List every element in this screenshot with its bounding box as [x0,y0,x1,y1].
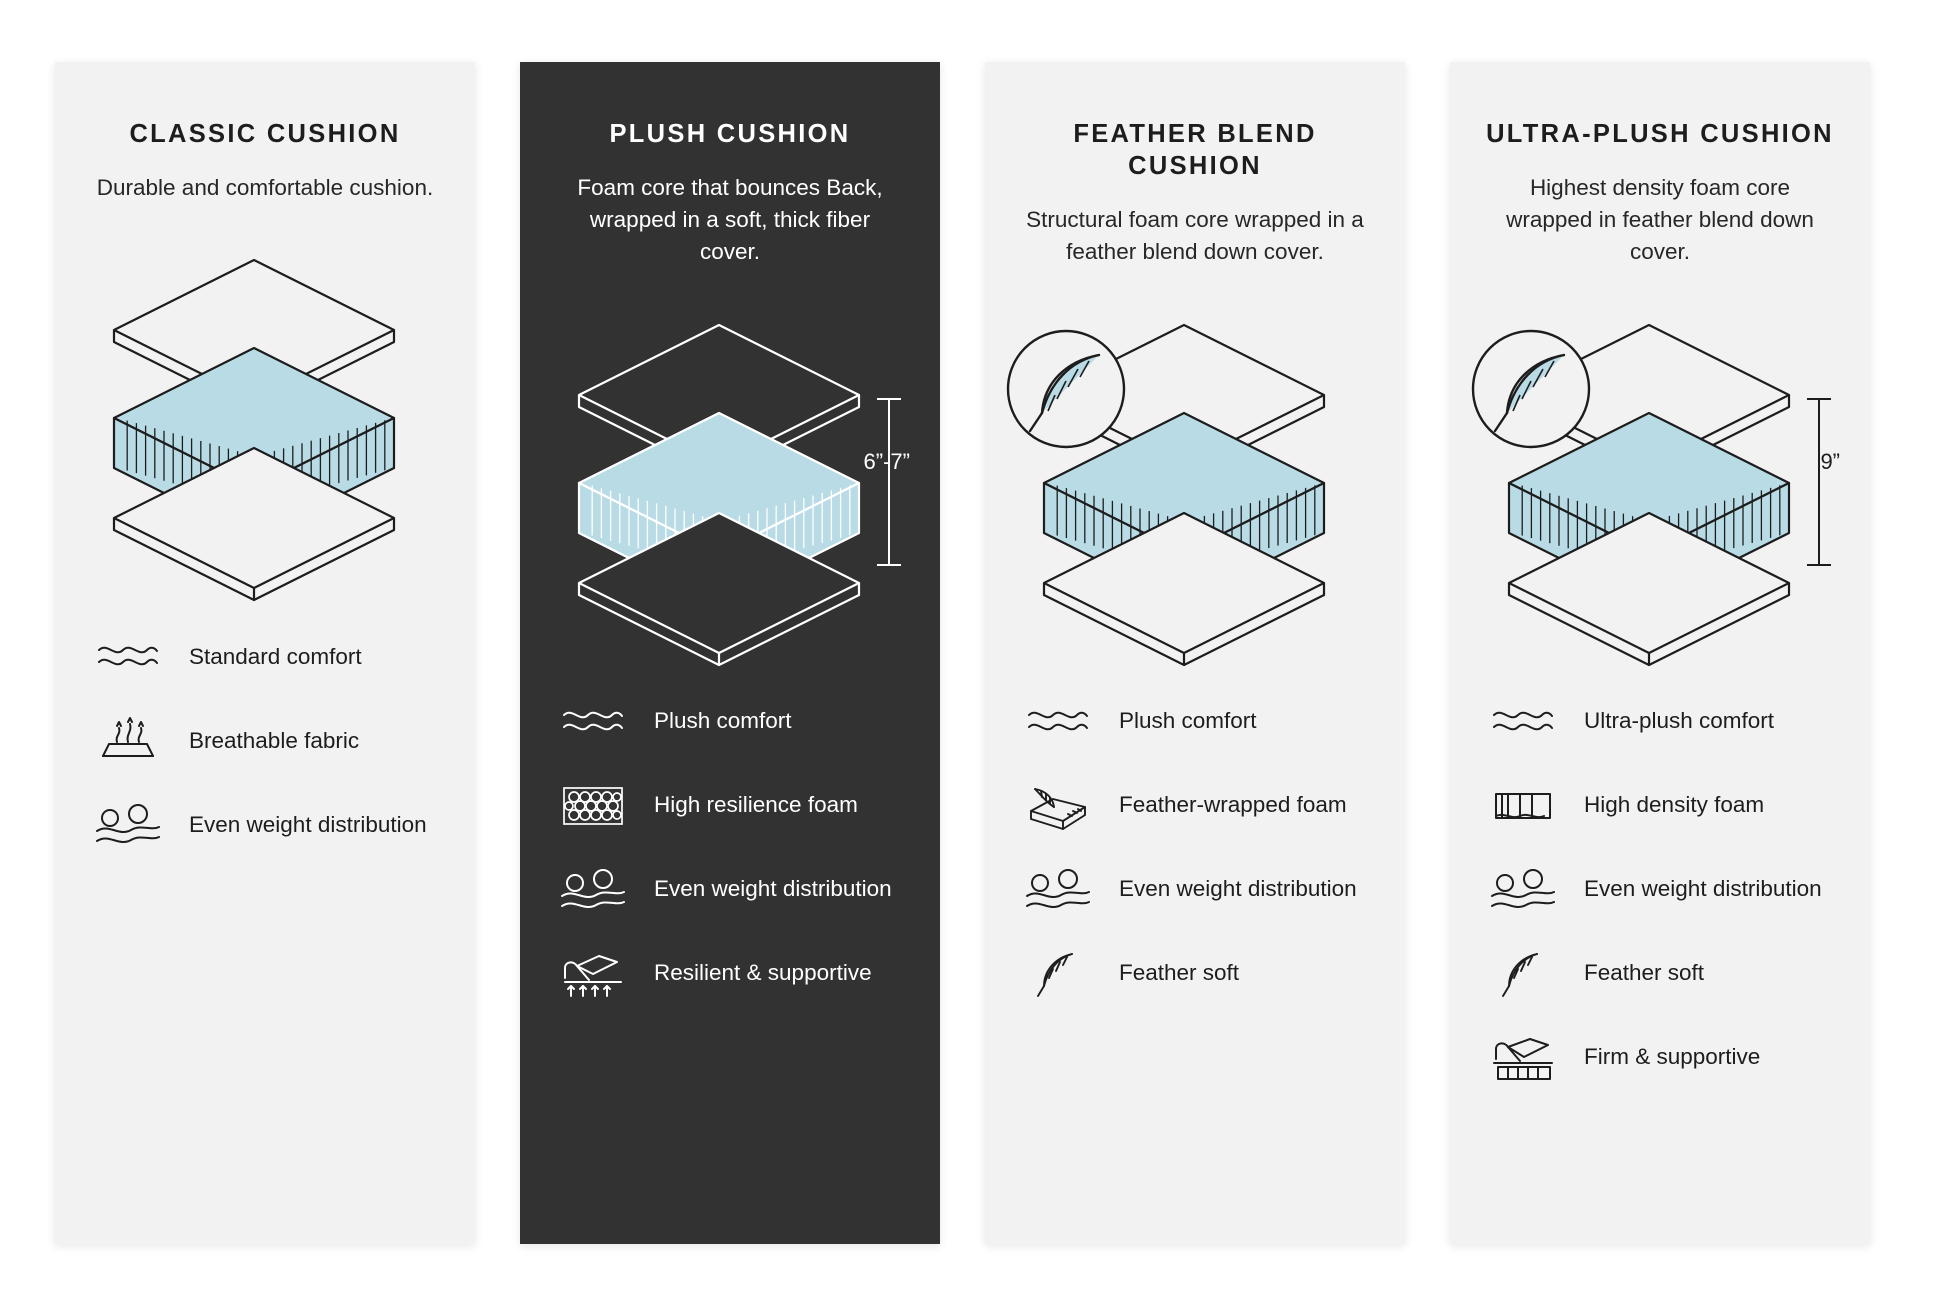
feature-list [1019,693,1371,1003]
exploded-cushion-diagram [1019,297,1371,627]
feature-label: Even weight distribution [189,811,427,837]
feature-item [89,712,441,770]
feature-item [1019,777,1371,835]
resilient-support-icon [554,945,632,1003]
feature-item [89,628,441,686]
dimension-marker [877,399,901,565]
feature-label: Even weight distribution [654,876,892,902]
feature-item [1019,861,1371,919]
feather-icon [1019,945,1097,1003]
feature-item [1484,945,1836,1003]
feature-item [1484,777,1836,835]
exploded-cushion-diagram [554,297,910,627]
feather-badge-icon [1008,331,1124,447]
weight-distribution-icon [554,861,632,919]
feature-item [1019,693,1371,751]
exploded-cushion-diagram [1484,297,1840,627]
wave-comfort-icon [1484,693,1562,751]
feature-item [1484,693,1836,751]
feature-item [1019,945,1371,1003]
cushion-card-ultra-plush-cushion [1450,62,1870,1244]
feature-label: Firm & supportive [1584,1044,1761,1070]
feature-label: Plush comfort [1119,708,1257,734]
weight-distribution-icon [1019,861,1097,919]
card-title: PLUSH CUSHION [609,120,851,148]
feather-icon [1484,945,1562,1003]
feature-label: Even weight distribution [1119,876,1357,902]
feature-label: High density foam [1584,792,1765,818]
feather-badge-icon [1473,331,1589,447]
feature-label: High resilience foam [654,792,858,818]
feature-label: Feather soft [1584,960,1705,986]
honeycomb-foam-icon [554,777,632,835]
card-title: ULTRA-PLUSH CUSHION [1486,120,1834,148]
feature-label: Ultra-plush comfort [1584,708,1775,734]
card-description: Durable and comfortable cushion. [96,175,434,201]
card-description: Highest density foam core wrapped in feather blend down cover. [1506,175,1814,265]
feature-item [1484,1029,1836,1087]
feature-list [89,628,441,854]
breathable-fabric-icon [89,712,167,770]
dimension-label: 6”-7” [863,448,910,474]
firm-support-icon [1484,1029,1562,1087]
feature-label: Breathable fabric [189,727,360,753]
feature-label: Feather soft [1119,960,1240,986]
cushion-card-plush-cushion [520,62,940,1244]
feature-label: Resilient & supportive [654,960,872,986]
wave-comfort-icon [554,693,632,751]
card-description: Structural foam core wrapped in a feather blend down cover. [1026,207,1364,265]
cushion-card-feather-blend-cushion [985,62,1405,1244]
high-density-foam-icon [1484,777,1562,835]
weight-distribution-icon [89,796,167,854]
feature-label: Plush comfort [654,708,792,734]
feature-label: Even weight distribution [1584,876,1822,902]
wave-comfort-icon [89,628,167,686]
feature-list [1484,693,1836,1087]
exploded-cushion-diagram [89,232,441,562]
feature-item [1484,861,1836,919]
weight-distribution-icon [1484,861,1562,919]
card-description: Foam core that bounces Back, wrapped in a soft, thick fiber cover. [577,175,883,265]
feather-wrapped-foam-icon [1019,777,1097,835]
feature-item [554,777,906,835]
feature-item [554,945,906,1003]
feature-item [554,861,906,919]
dimension-label: 9” [1820,448,1840,474]
feature-item [554,693,906,751]
wave-comfort-icon [1019,693,1097,751]
feature-list [554,693,906,1003]
feature-item [89,796,441,854]
cushion-card-classic-cushion [55,62,475,1244]
dimension-marker [1807,399,1831,565]
card-title: FEATHER BLEND CUSHION [1073,120,1317,181]
feature-label: Standard comfort [189,643,362,669]
card-title: CLASSIC CUSHION [129,120,401,148]
feature-label: Feather-wrapped foam [1119,792,1347,818]
